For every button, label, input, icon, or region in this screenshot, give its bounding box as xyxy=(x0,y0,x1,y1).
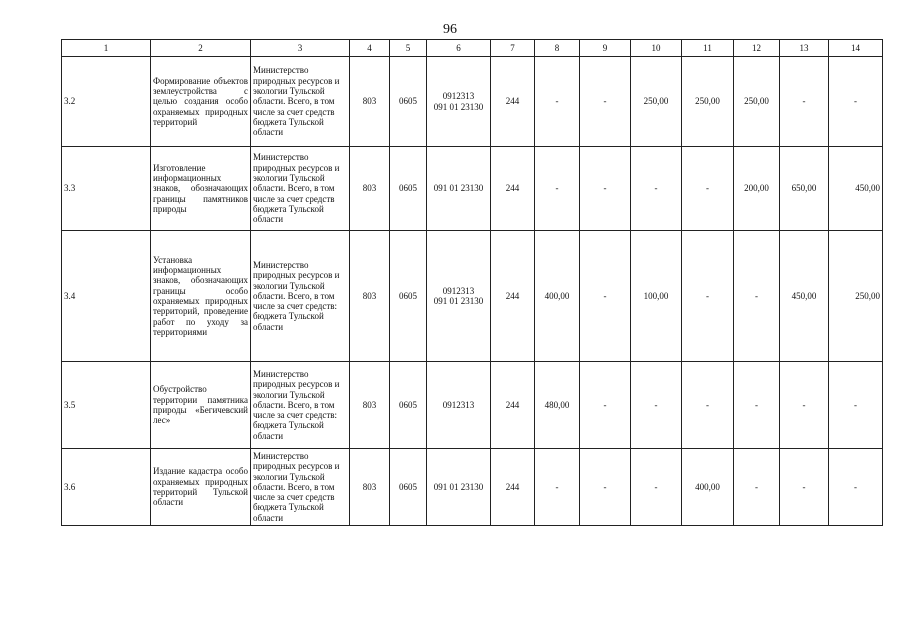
responsible-ministry: Министерство природных ресурсов и экологии Тульской области. Всего, в том числе за счет средств бюджета Тульской области xyxy=(251,147,350,231)
cell-col12: - xyxy=(734,449,780,526)
cell-col8: - xyxy=(535,449,580,526)
cell-col5: 0605 xyxy=(390,449,427,526)
column-header: 5 xyxy=(390,40,427,57)
cell-col7: 244 xyxy=(491,362,535,449)
cell-col13: - xyxy=(780,449,829,526)
cell-col12: 250,00 xyxy=(734,57,780,147)
row-number: 3.6 xyxy=(62,449,151,526)
cell-col13: - xyxy=(780,57,829,147)
column-header: 8 xyxy=(535,40,580,57)
cell-col6: 0912313 091 01 23130 xyxy=(427,231,491,362)
cell-col8: 400,00 xyxy=(535,231,580,362)
cell-col7: 244 xyxy=(491,449,535,526)
activity-name: Установка информационных знаков, обозначающих границы особо охраняемых природных территорий, проведение работ по уходу за территориями xyxy=(151,231,251,362)
cell-col13: 450,00 xyxy=(780,231,829,362)
cell-col7: 244 xyxy=(491,231,535,362)
responsible-ministry: Министерство природных ресурсов и экологии Тульской области. Всего, в том числе за счет средств бюджета Тульской области xyxy=(251,449,350,526)
cell-col10: - xyxy=(631,362,682,449)
column-header: 1 xyxy=(62,40,151,57)
column-header: 4 xyxy=(350,40,390,57)
cell-col11: - xyxy=(682,147,734,231)
cell-col4: 803 xyxy=(350,362,390,449)
cell-col10: - xyxy=(631,147,682,231)
responsible-ministry: Министерство природных ресурсов и экологии Тульской области. Всего, в том числе за счет средств бюджета Тульской области xyxy=(251,57,350,147)
column-header: 2 xyxy=(151,40,251,57)
cell-col4: 803 xyxy=(350,147,390,231)
column-header: 10 xyxy=(631,40,682,57)
cell-col11: 250,00 xyxy=(682,57,734,147)
cell-col14: - xyxy=(829,449,883,526)
cell-col4: 803 xyxy=(350,231,390,362)
cell-col10: 250,00 xyxy=(631,57,682,147)
cell-col10: 100,00 xyxy=(631,231,682,362)
cell-col11: - xyxy=(682,362,734,449)
row-number: 3.2 xyxy=(62,57,151,147)
table-row xyxy=(62,231,883,362)
row-number: 3.5 xyxy=(62,362,151,449)
activity-name: Формирование объектов землеустройства с целью создания особо охраняемых природных территорий xyxy=(151,57,251,147)
cell-col9: - xyxy=(580,147,631,231)
cell-col8: - xyxy=(535,57,580,147)
cell-col6: 091 01 23130 xyxy=(427,147,491,231)
activity-name: Издание кадастра особо охраняемых природных территорий Тульской области xyxy=(151,449,251,526)
cell-col9: - xyxy=(580,362,631,449)
cell-col12: 200,00 xyxy=(734,147,780,231)
cell-col4: 803 xyxy=(350,449,390,526)
cell-col5: 0605 xyxy=(390,57,427,147)
responsible-ministry: Министерство природных ресурсов и экологии Тульской области. Всего, в том числе за счет средств: бюджета Тульской области xyxy=(251,362,350,449)
cell-col13: - xyxy=(780,362,829,449)
cell-col6: 0912313 091 01 23130 xyxy=(427,57,491,147)
responsible-ministry: Министерство природных ресурсов и экологии Тульской области. Всего, в том числе за счет средств: бюджета Тульской области xyxy=(251,231,350,362)
activity-name: Обустройство территории памятника природы «Бегичевский лес» xyxy=(151,362,251,449)
cell-col5: 0605 xyxy=(390,362,427,449)
column-header: 7 xyxy=(491,40,535,57)
table-row xyxy=(62,362,883,449)
cell-col14: 250,00 xyxy=(829,231,883,362)
row-number: 3.4 xyxy=(62,231,151,362)
cell-col7: 244 xyxy=(491,147,535,231)
table-row xyxy=(62,57,883,147)
cell-col14: - xyxy=(829,57,883,147)
table-row xyxy=(62,147,883,231)
column-header: 14 xyxy=(829,40,883,57)
cell-col6: 0912313 xyxy=(427,362,491,449)
cell-col9: - xyxy=(580,449,631,526)
activity-name: Изготовление информационных знаков, обозначающих границы памятников природы xyxy=(151,147,251,231)
cell-col14: 450,00 xyxy=(829,147,883,231)
cell-col7: 244 xyxy=(491,57,535,147)
header-row xyxy=(62,40,883,57)
cell-col14: - xyxy=(829,362,883,449)
budget-table xyxy=(61,39,883,526)
table-row xyxy=(62,449,883,526)
page-number: 96 xyxy=(443,22,457,37)
cell-col8: 480,00 xyxy=(535,362,580,449)
cell-col10: - xyxy=(631,449,682,526)
cell-col8: - xyxy=(535,147,580,231)
column-header: 13 xyxy=(780,40,829,57)
cell-col13: 650,00 xyxy=(780,147,829,231)
row-number: 3.3 xyxy=(62,147,151,231)
column-header: 12 xyxy=(734,40,780,57)
cell-col4: 803 xyxy=(350,57,390,147)
cell-col9: - xyxy=(580,231,631,362)
cell-col12: - xyxy=(734,362,780,449)
cell-col6: 091 01 23130 xyxy=(427,449,491,526)
cell-col5: 0605 xyxy=(390,147,427,231)
cell-col11: - xyxy=(682,231,734,362)
column-header: 11 xyxy=(682,40,734,57)
cell-col11: 400,00 xyxy=(682,449,734,526)
column-header: 6 xyxy=(427,40,491,57)
cell-col9: - xyxy=(580,57,631,147)
column-header: 9 xyxy=(580,40,631,57)
cell-col12: - xyxy=(734,231,780,362)
cell-col5: 0605 xyxy=(390,231,427,362)
column-header: 3 xyxy=(251,40,350,57)
